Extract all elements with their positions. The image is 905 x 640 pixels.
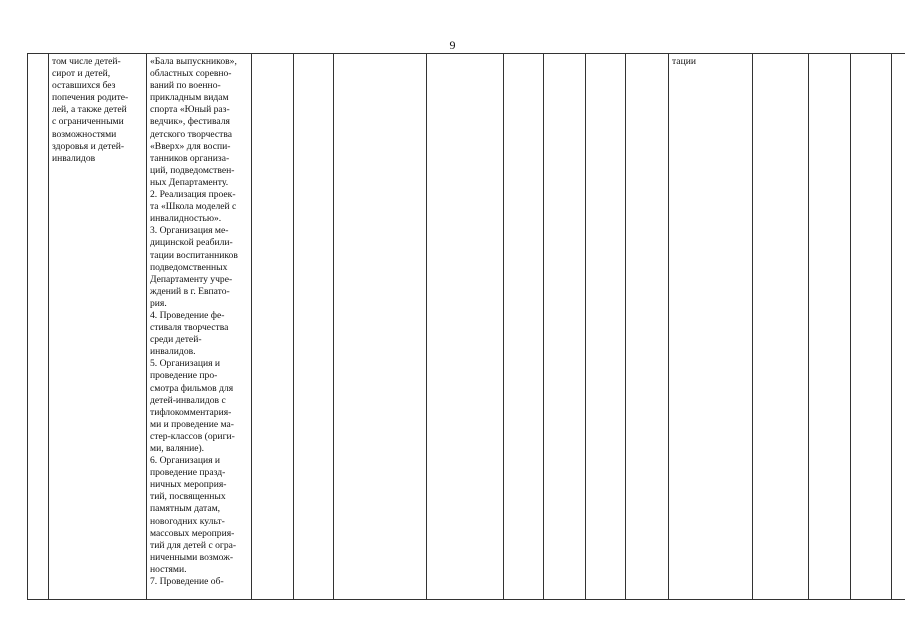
cell-col-8 — [504, 54, 544, 600]
table-row — [28, 54, 905, 600]
cell-col-9 — [544, 54, 586, 600]
cell-col-7 — [427, 54, 504, 600]
data-table — [27, 53, 905, 600]
cell-target-group: том числе детей- сирот и детей, оставшихся без попечения родите- лей, а также детей с ограниченными возможностями здоровья и детей- инвалидов — [49, 54, 147, 600]
cell-col-10 — [586, 54, 626, 600]
cell-col-4 — [252, 54, 294, 600]
cell-col-14 — [809, 54, 851, 600]
cell-col-5 — [294, 54, 334, 600]
cell-col-6 — [334, 54, 427, 600]
cell-col-16 — [892, 54, 905, 600]
cell-activities: «Бала выпускников», областных соревно- ваний по военно- прикладным видам спорта «Юный раз- ведчик», фестиваля детского творчества «Вверх» для воспи- танников организа- ций, подведомствен- ных Департаменту. 2. Реализация проек- та «Школа моделей с инвалидностью». 3. Организация ме- дицинской реабили- тации воспитанников подведомственных Департаменту учре- ждений в г. Евпато- рия. 4. Проведение фе- стиваля творчества среди детей- инвалидов. 5. Организация и проведение про- смотра фильмов для детей-инвалидов с тифлокомментария- ми и проведение ма- стер-классов (ориги- ми, валяние). 6. Организация и проведение празд- ничных мероприя- тий, посвященных памятным датам, новогодних культ- массовых мероприя- тий для детей с огра- ниченными возмож- ностями. 7. Проведение об- — [147, 54, 252, 600]
cell-col-11 — [626, 54, 669, 600]
page-number: 9 — [449, 38, 456, 52]
cell-col-13 — [753, 54, 809, 600]
cell-col-15 — [851, 54, 892, 600]
cell-col-1 — [28, 54, 49, 600]
cell-col-12: тации — [669, 54, 753, 600]
